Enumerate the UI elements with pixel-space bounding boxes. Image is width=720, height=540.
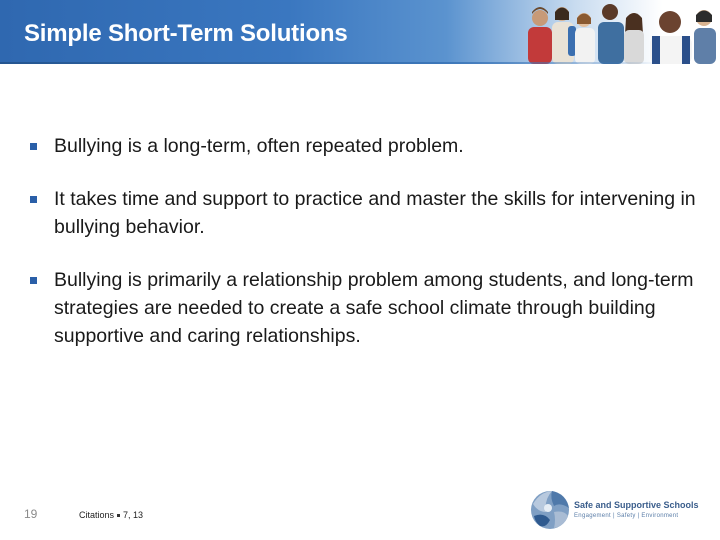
citations-separator-icon bbox=[117, 514, 120, 517]
logo-name: Safe and Supportive Schools bbox=[574, 500, 699, 510]
students-photo bbox=[518, 0, 720, 64]
bullet-text: Bullying is a long-term, often repeated problem. bbox=[54, 135, 464, 157]
bullet-list bbox=[30, 132, 700, 375]
citations-values: 7, 13 bbox=[123, 510, 144, 520]
citations bbox=[79, 510, 143, 520]
slide-header bbox=[0, 0, 720, 64]
square-bullet-icon bbox=[30, 277, 37, 284]
bullet-text: Bullying is primarily a relationship problem among students, and long-term strategies are needed to create a safe school climate through building supportive and caring relationships. bbox=[54, 269, 694, 347]
bullet-item bbox=[30, 266, 700, 350]
bullet-text: It takes time and support to practice and master the skills for intervening in bullying behavior. bbox=[54, 188, 696, 238]
globe-logo-icon bbox=[528, 482, 574, 536]
page-number: 19 bbox=[24, 507, 38, 521]
safe-supportive-schools-logo bbox=[528, 482, 698, 536]
slide-title: Simple Short-Term Solutions bbox=[24, 20, 348, 47]
bullet-item bbox=[30, 132, 700, 160]
bullet-item bbox=[30, 185, 700, 241]
square-bullet-icon bbox=[30, 196, 37, 203]
square-bullet-icon bbox=[30, 143, 37, 150]
logo-tagline: Engagement | Safety | Environment bbox=[574, 513, 679, 519]
citations-label: Citations bbox=[79, 510, 115, 520]
